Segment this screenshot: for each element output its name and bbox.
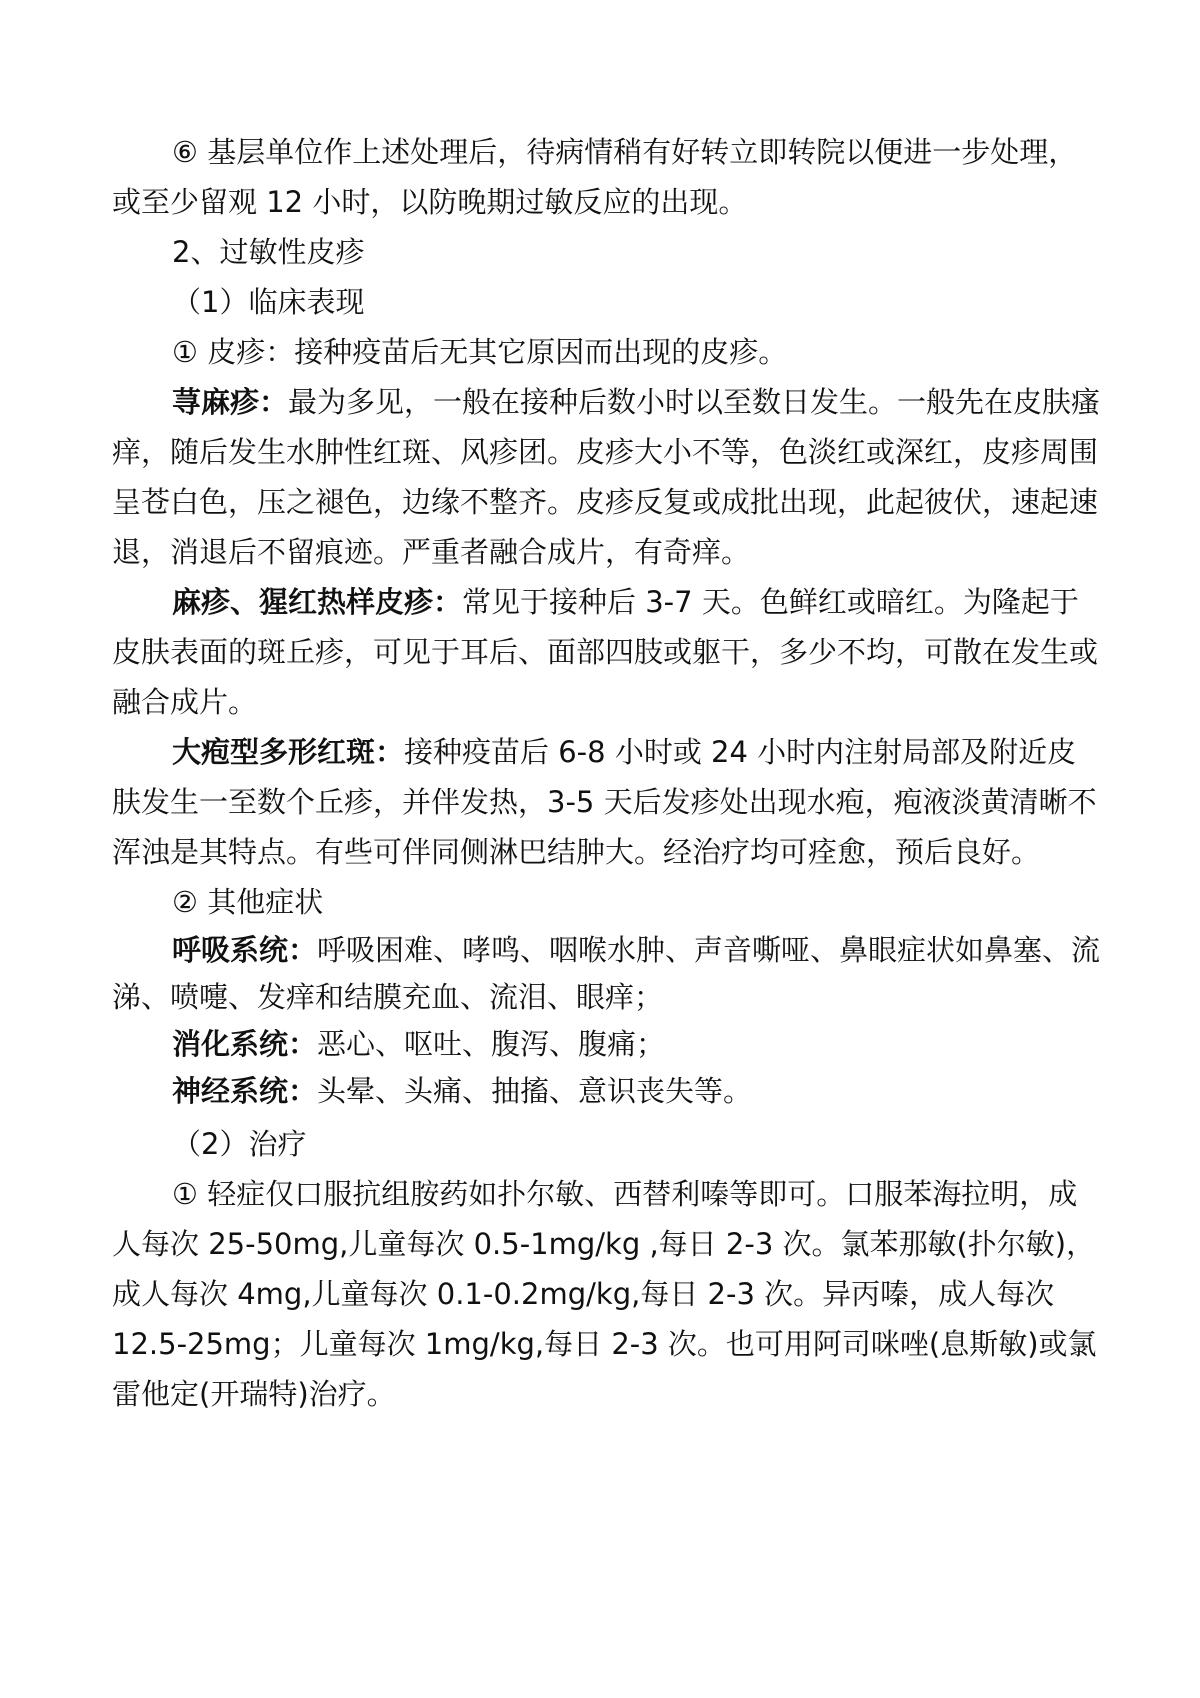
urticaria-label: 荨麻疹： <box>172 385 289 419</box>
bullous-label: 大疱型多形红斑： <box>172 735 405 769</box>
paragraph-treatment-antihistamines: ① 轻症仅口服抗组胺药如扑尔敏、西替利嗪等即可。口服苯海拉明，成人每次 25-50mg,儿童每次 0.5-1mg/kg ,每日 2-3 次。氯苯那敏(扑尔敏)，成人每次 4mg,儿童每次 0.1-0.2mg/kg,每日 2-3 次。异丙嗪，成人每次 12.5-25mg；儿童每次 1mg/kg,每日 2-3 次。也可用阿司咪唑(息斯敏)或氯雷他定(开瑞特)治疗。 <box>112 1177 1097 1411</box>
urticaria-text: 最为多见，一般在接种后数小时以至数日发生。一般先在皮肤瘙痒，随后发生水肿性红斑、风疹团。皮疹大小不等，色淡红或深红，皮疹周围呈苍白色，压之褪色，边缘不整齐。皮疹反复或成批出现，此起彼伏，速起速退，消退后不留痕迹。严重者融合成片，有奇痒。 <box>112 385 1101 569</box>
item-rash-definition: ① 皮疹：接种疫苗后无其它原因而出现的皮疹。 <box>172 335 788 369</box>
nervous-text: 头晕、头痛、抽搐、意识丧失等。 <box>317 1074 753 1108</box>
subsection-clinical-manifestations: （1）临床表现 <box>172 285 365 319</box>
digestive-text: 恶心、呕吐、腹泻、腹痛； <box>317 1027 666 1061</box>
respiratory-text: 呼吸困难、哮鸣、咽喉水肿、声音嘶哑、鼻眼症状如鼻塞、流涕、喷嚏、发痒和结膜充血、流泪、眼痒； <box>112 933 1101 1014</box>
measles-like-label: 麻疹、猩红热样皮疹： <box>172 585 463 619</box>
digestive-label: 消化系统： <box>172 1027 318 1061</box>
paragraph-transfer-observation: ⑥ 基层单位作上述处理后，待病情稍有好转立即转院以便进一步处理，或至少留观 12 小时，以防晚期过敏反应的出现。 <box>112 135 1078 219</box>
paragraph-nervous-system <box>112 1068 1104 1115</box>
paragraph-measles-like-rash <box>112 577 1104 727</box>
measles-like-text: 常见于接种后 3-7 天。色鲜红或暗红。为隆起于皮肤表面的斑丘疹，可见于耳后、面部四肢或躯干，多少不均，可散在发生或融合成片。 <box>112 585 1099 719</box>
bullous-text: 接种疫苗后 6-8 小时或 24 小时内注射局部及附近皮肤发生一至数个丘疹，并伴发热，3-5 天后发疹处出现水疱，疱液淡黄清晰不浑浊是其特点。有些可伴同侧淋巴结肿大。经治疗均可痊愈，预后良好。 <box>112 735 1097 869</box>
paragraph-respiratory-system <box>112 927 1104 1021</box>
section-title-allergic-rash: 2、过敏性皮疹 <box>172 235 365 269</box>
paragraph-urticaria <box>112 377 1104 577</box>
paragraph-bullous-erythema <box>112 727 1104 877</box>
subsection-treatment: （2）治疗 <box>172 1127 307 1161</box>
paragraph-digestive-system <box>112 1021 1104 1068</box>
document-content <box>112 127 1104 1419</box>
nervous-label: 神经系统： <box>172 1074 318 1108</box>
respiratory-label: 呼吸系统： <box>172 933 318 967</box>
item-other-symptoms: ② 其他症状 <box>172 885 324 919</box>
